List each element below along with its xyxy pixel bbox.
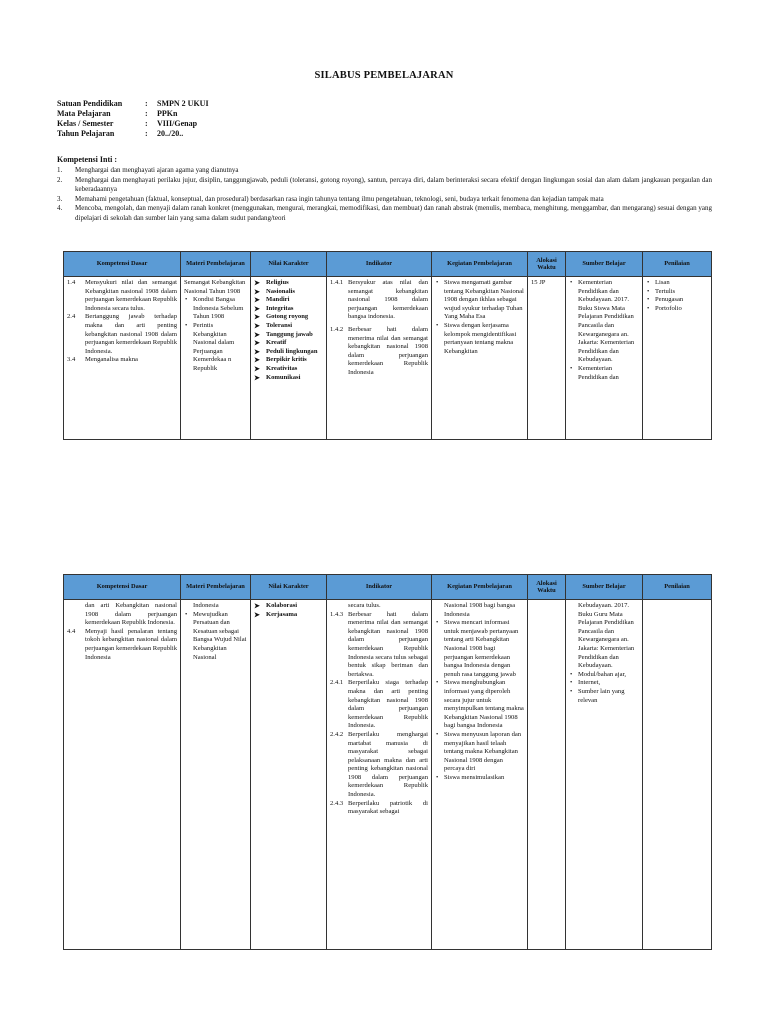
list-item: ➤ Religius <box>254 279 323 288</box>
indikator-continuation: secara tulus. <box>348 602 381 609</box>
identity-key: Tahun Pelajaran <box>57 129 115 138</box>
header-sumber: Sumber Belajar <box>566 252 643 277</box>
identity-value: SMPN 2 UKUI <box>157 99 209 108</box>
penilaian-list <box>646 279 708 313</box>
list-item: ➤ Gotong royong <box>254 313 323 322</box>
page-title: SILABUS PEMBELAJARAN <box>314 70 454 81</box>
header-penilaian: Penilaian <box>643 575 712 600</box>
identity-row <box>57 109 209 119</box>
identity-value: VIII/Genap <box>157 119 198 128</box>
list-item: • Mewujudkan Persatuan dan Kesatuan sebagai Bangsa Wujud Nilai Kebangkitan Nasional <box>184 611 247 663</box>
header-sumber: Sumber Belajar <box>566 575 643 600</box>
ki-text: Memahami pengetahuan (faktual, konseptual, dan prosedural) berdasarkan rasa ingin tahunya tentang ilmu pengetahuan, teknologi, seni, budaya terkait fenomena dan kejadian tampak mata <box>75 194 604 203</box>
indikator-text: Bersyukur atas nilai dan semangat kebangkitan nasional 1908 dalam perjuangan kemerdekaan bangsa indonesia. <box>348 279 428 321</box>
kegiatan-continuation: Nasional 1908 bagi bangsa Indonesia <box>444 602 516 618</box>
list-item: • Lisan <box>646 279 708 288</box>
ki-text: Menghargai dan menghayati ajaran agama yang dianutnya <box>75 166 239 174</box>
header-kompetensi-dasar: Kompetensi Dasar <box>64 575 181 600</box>
table-row <box>64 277 712 440</box>
list-item: • Modul/bahan ajar, <box>569 671 639 680</box>
header-materi: Materi Pembelajaran <box>181 575 251 600</box>
cell-indikator <box>327 600 432 950</box>
indikator-item <box>330 731 428 800</box>
ki-text: Menghargai dan menghayati perilaku jujur, disiplin, tanggungjawab, peduli (toleransi, gotong royong), santun, percaya diri, dalam berinteraksi secara efektif dengan lingkungan sosial dan alam dalam jangkauan pergaulan dan keberadaannya <box>75 175 712 194</box>
kd-number: 4.4 <box>67 627 76 635</box>
list-item: ➤ Nasionalis <box>254 288 323 297</box>
indikator-text: Berbesar hati dalam menerima nilai dan semangat kebangkitan nasional 1908 dalam perjuangan kemerdekaan Republik Indonesia <box>348 325 428 376</box>
kd-continuation: dan arti Kebangkitan nasional 1908 dalam perjuangan kemerdekaan Republik Indonesia. <box>85 602 177 627</box>
kegiatan-list <box>435 619 524 782</box>
indikator-number: 1.4.1 <box>330 279 344 286</box>
table-header-row <box>64 252 712 277</box>
list-item: ➤ Toleransi <box>254 322 323 331</box>
indikator-number: 2.4.1 <box>330 679 344 687</box>
identity-value: PPKn <box>157 109 178 118</box>
indikator-item <box>330 800 428 817</box>
indikator-text: Berperilaku patriotik di masyarakat sebagai <box>348 799 428 816</box>
list-item: ➤ Integritas <box>254 305 323 314</box>
ki-item <box>57 204 712 223</box>
list-item: • Siswa mengamati gambar tentang Kebangkitan Nasional 1908 dengan ikhlas sebagai wujud syukur terhadap Tuhan Yang Maha Esa <box>435 279 524 322</box>
list-item: • Portofolio <box>646 305 708 314</box>
list-item: ➤ Tanggung jawab <box>254 331 323 340</box>
header-nilai-karakter: Nilai Karakter <box>251 575 327 600</box>
kd-item <box>67 628 177 662</box>
identity-row <box>57 129 209 139</box>
indikator-number: 2.4.2 <box>330 730 344 738</box>
ki-text: Mencoba, mengolah, dan menyaji dalam ranah konkret (menggunakan, mengurai, merangkai, memodifikasi, dan membuat) dan ranah abstrak (menulis, membaca, menghitung, menggambar, dan mengarang) sesuai dengan yang dipelajari di sekolah dan sumber lain yang sama dalam sudut pandang/teori <box>75 204 712 222</box>
header-kompetensi-dasar: Kompetensi Dasar <box>64 252 181 277</box>
header-alokasi: Alokasi Waktu <box>528 575 566 600</box>
identity-row <box>57 99 209 109</box>
identity-row <box>57 119 209 129</box>
syllabus-table-page1 <box>63 251 712 440</box>
header-kegiatan: Kegiatan Pembelajaran <box>432 252 528 277</box>
indikator-number: 1.4.3 <box>330 610 344 618</box>
header-indikator: Indikator <box>327 252 432 277</box>
cell-nilai-karakter <box>251 277 327 440</box>
identity-key: Mata Pelajaran <box>57 109 111 118</box>
cell-alokasi <box>528 600 566 950</box>
list-item: • Kementerian Pendidikan dan <box>569 365 639 382</box>
list-item: • Sumber lain yang relevan <box>569 688 639 705</box>
ki-list <box>57 166 712 224</box>
ki-item <box>57 166 712 176</box>
kd-number: 2.4 <box>67 313 76 321</box>
header-kegiatan: Kegiatan Pembelajaran <box>432 575 528 600</box>
header-indikator: Indikator <box>327 575 432 600</box>
list-item: • Kementerian Pendidikan dan Kebudayaan. 2017. Buku Siswa Mata Pelajaran Pendidikan Pancasila dan Kewarganegara an. Jakarta: Kementerian Pendidikan dan Kebudayaan. <box>569 279 639 365</box>
indikator-item <box>330 326 428 378</box>
indikator-item <box>330 279 428 322</box>
nilai-list <box>254 602 323 619</box>
ki-item <box>57 176 712 195</box>
cell-nilai-karakter <box>251 600 327 950</box>
list-item: ➤ Kreatif <box>254 339 323 348</box>
cell-kompetensi-dasar <box>64 600 181 950</box>
ki-item <box>57 195 712 205</box>
cell-sumber <box>566 600 643 950</box>
indikator-item <box>330 611 428 680</box>
cell-kegiatan <box>432 277 528 440</box>
sumber-list <box>569 279 639 382</box>
list-item: • Penugasan <box>646 296 708 305</box>
cell-indikator <box>327 277 432 440</box>
list-item: • Siswa mensimulasikan <box>435 774 524 783</box>
cell-penilaian <box>643 277 712 440</box>
nilai-list <box>254 279 323 382</box>
list-item: • Perintis Kebangkitan Nasional dalam Perjuangan Kemerdekaa n Republik <box>184 322 247 374</box>
indikator-number: 1.4.2 <box>330 325 344 333</box>
list-item: • Kondisi Bangsa Indonesia Sebelum Tahun 1908 <box>184 296 247 322</box>
list-item: • Internet, <box>569 679 639 688</box>
indikator-text: Berbesar hati dalam menerima nilai dan semangat kebangkitan nasional 1908 dalam perjuangan kemerdekaan Republik Indonesia secara tulus sebagai bentuk sikap beriman dan bertakwa. <box>348 610 428 678</box>
list-item: • Tertulis <box>646 288 708 297</box>
identity-sep: : <box>145 99 148 108</box>
ki-number: 3. <box>57 194 63 203</box>
list-item: • Siswa menghubungkan informasi yang diperoleh secara jujur untuk menyimpulkan tentang makna Kebangkitan Nasional 1908 bagi bangsa Indonesia <box>435 679 524 731</box>
list-item: ➤ Mandiri <box>254 296 323 305</box>
ki-label: Kompetensi Inti : <box>57 155 117 164</box>
list-item: • Siswa dengan kerjasama kelompok mengidentifikasi pertanyaan tentang makna Kebangkitan <box>435 322 524 356</box>
identity-sep: : <box>145 129 148 138</box>
sumber-list <box>569 671 639 705</box>
kd-item <box>67 356 177 365</box>
ki-number: 2. <box>57 175 63 184</box>
kd-item <box>67 279 177 313</box>
kd-number: 1.4 <box>67 279 76 286</box>
syllabus-table-page2 <box>63 574 712 950</box>
identity-sep: : <box>145 119 148 128</box>
indikator-number: 2.4.3 <box>330 799 344 807</box>
list-item: ➤ Kerjasama <box>254 611 323 620</box>
cell-kompetensi-dasar <box>64 277 181 440</box>
list-item: ➤ Berpikir kritis <box>254 356 323 365</box>
header-alokasi: Alokasi Waktu <box>528 252 566 277</box>
identity-block <box>57 99 209 139</box>
list-item: ➤ Kreativitas <box>254 365 323 374</box>
table-row <box>64 600 712 950</box>
kd-number: 3.4 <box>67 356 76 364</box>
table-header-row <box>64 575 712 600</box>
indikator-item <box>330 679 428 731</box>
header-penilaian: Penilaian <box>643 252 712 277</box>
identity-value: 20../20.. <box>157 129 184 138</box>
list-item: • Siswa mencari informasi untuk menjawab pertanyaan tentang arti Kebangkitan Nasional 1908 bagi perjuangan kemerdekaan bangsa Indonesia dengan penuh rasa tanggung jawab <box>435 619 524 679</box>
ki-number: 4. <box>57 204 63 213</box>
list-item: ➤ Komunikasi <box>254 374 323 383</box>
ki-number: 1. <box>57 166 63 174</box>
kd-text: Bertanggung jawab terhadap makna dan arti penting kebangkitan nasional 1908 dalam perjuangan kemerdekaan Republik Indonesia. <box>85 313 177 355</box>
identity-key: Satuan Pendidikan <box>57 99 123 108</box>
cell-sumber <box>566 277 643 440</box>
kegiatan-list <box>435 279 524 356</box>
indikator-text: Berperilaku menghargai martabat manusia di masyarakat sebagai pelaksanaan makna dan arti penting kebangkitan nasional 1908 dalam perjuangan kemerdekaan Republik Indonesia. <box>348 730 428 799</box>
kd-text: Mensyukuri nilai dan semangat Kebangkitan nasional 1908 dalam perjuangan kemerdekaan Republik Indonesia secara tulus. <box>85 279 177 312</box>
cell-materi <box>181 277 251 440</box>
materi-list <box>184 296 247 373</box>
list-item: ➤ Kolaborasi <box>254 602 323 611</box>
kd-text: Menganalisa makna <box>85 356 138 364</box>
kd-item <box>67 313 177 356</box>
sumber-continuation: Kebudayaan. 2017. Buku Guru Mata Pelajaran Pendidikan Pancasila dan Kewarganegara an. Jakarta: Kementerian Pendidikan dan Kebudayaan. <box>578 602 635 670</box>
identity-sep: : <box>145 109 148 118</box>
cell-kegiatan <box>432 600 528 950</box>
materi-list <box>184 611 247 663</box>
kd-text: Menyaji hasil penalaran tentang tokoh kebangkitan nasional dalam perjuangan kemerdekaan Republik Indonesia <box>85 627 177 661</box>
list-item: • Siswa menyusun laporan dan menyajikan hasil telaah tentang makna Kebangkitan Nasional 1908 dengan percaya diri <box>435 731 524 774</box>
header-materi: Materi Pembelajaran <box>181 252 251 277</box>
indikator-text: Berperilaku siaga terhadap makna dan arti penting kebangkitan nasional 1908 dalam perjuangan kemerdekaan Republik Indonesia. <box>348 679 428 730</box>
header-nilai-karakter: Nilai Karakter <box>251 252 327 277</box>
list-item: ➤ Peduli lingkungan <box>254 348 323 357</box>
materi-continuation: Indonesia <box>193 602 219 609</box>
materi-intro: Semangat Kebangkitan Nasional Tahun 1908 <box>184 279 246 295</box>
cell-materi <box>181 600 251 950</box>
identity-key: Kelas / Semester <box>57 119 114 128</box>
cell-penilaian <box>643 600 712 950</box>
cell-alokasi: 15 JP <box>528 277 566 440</box>
